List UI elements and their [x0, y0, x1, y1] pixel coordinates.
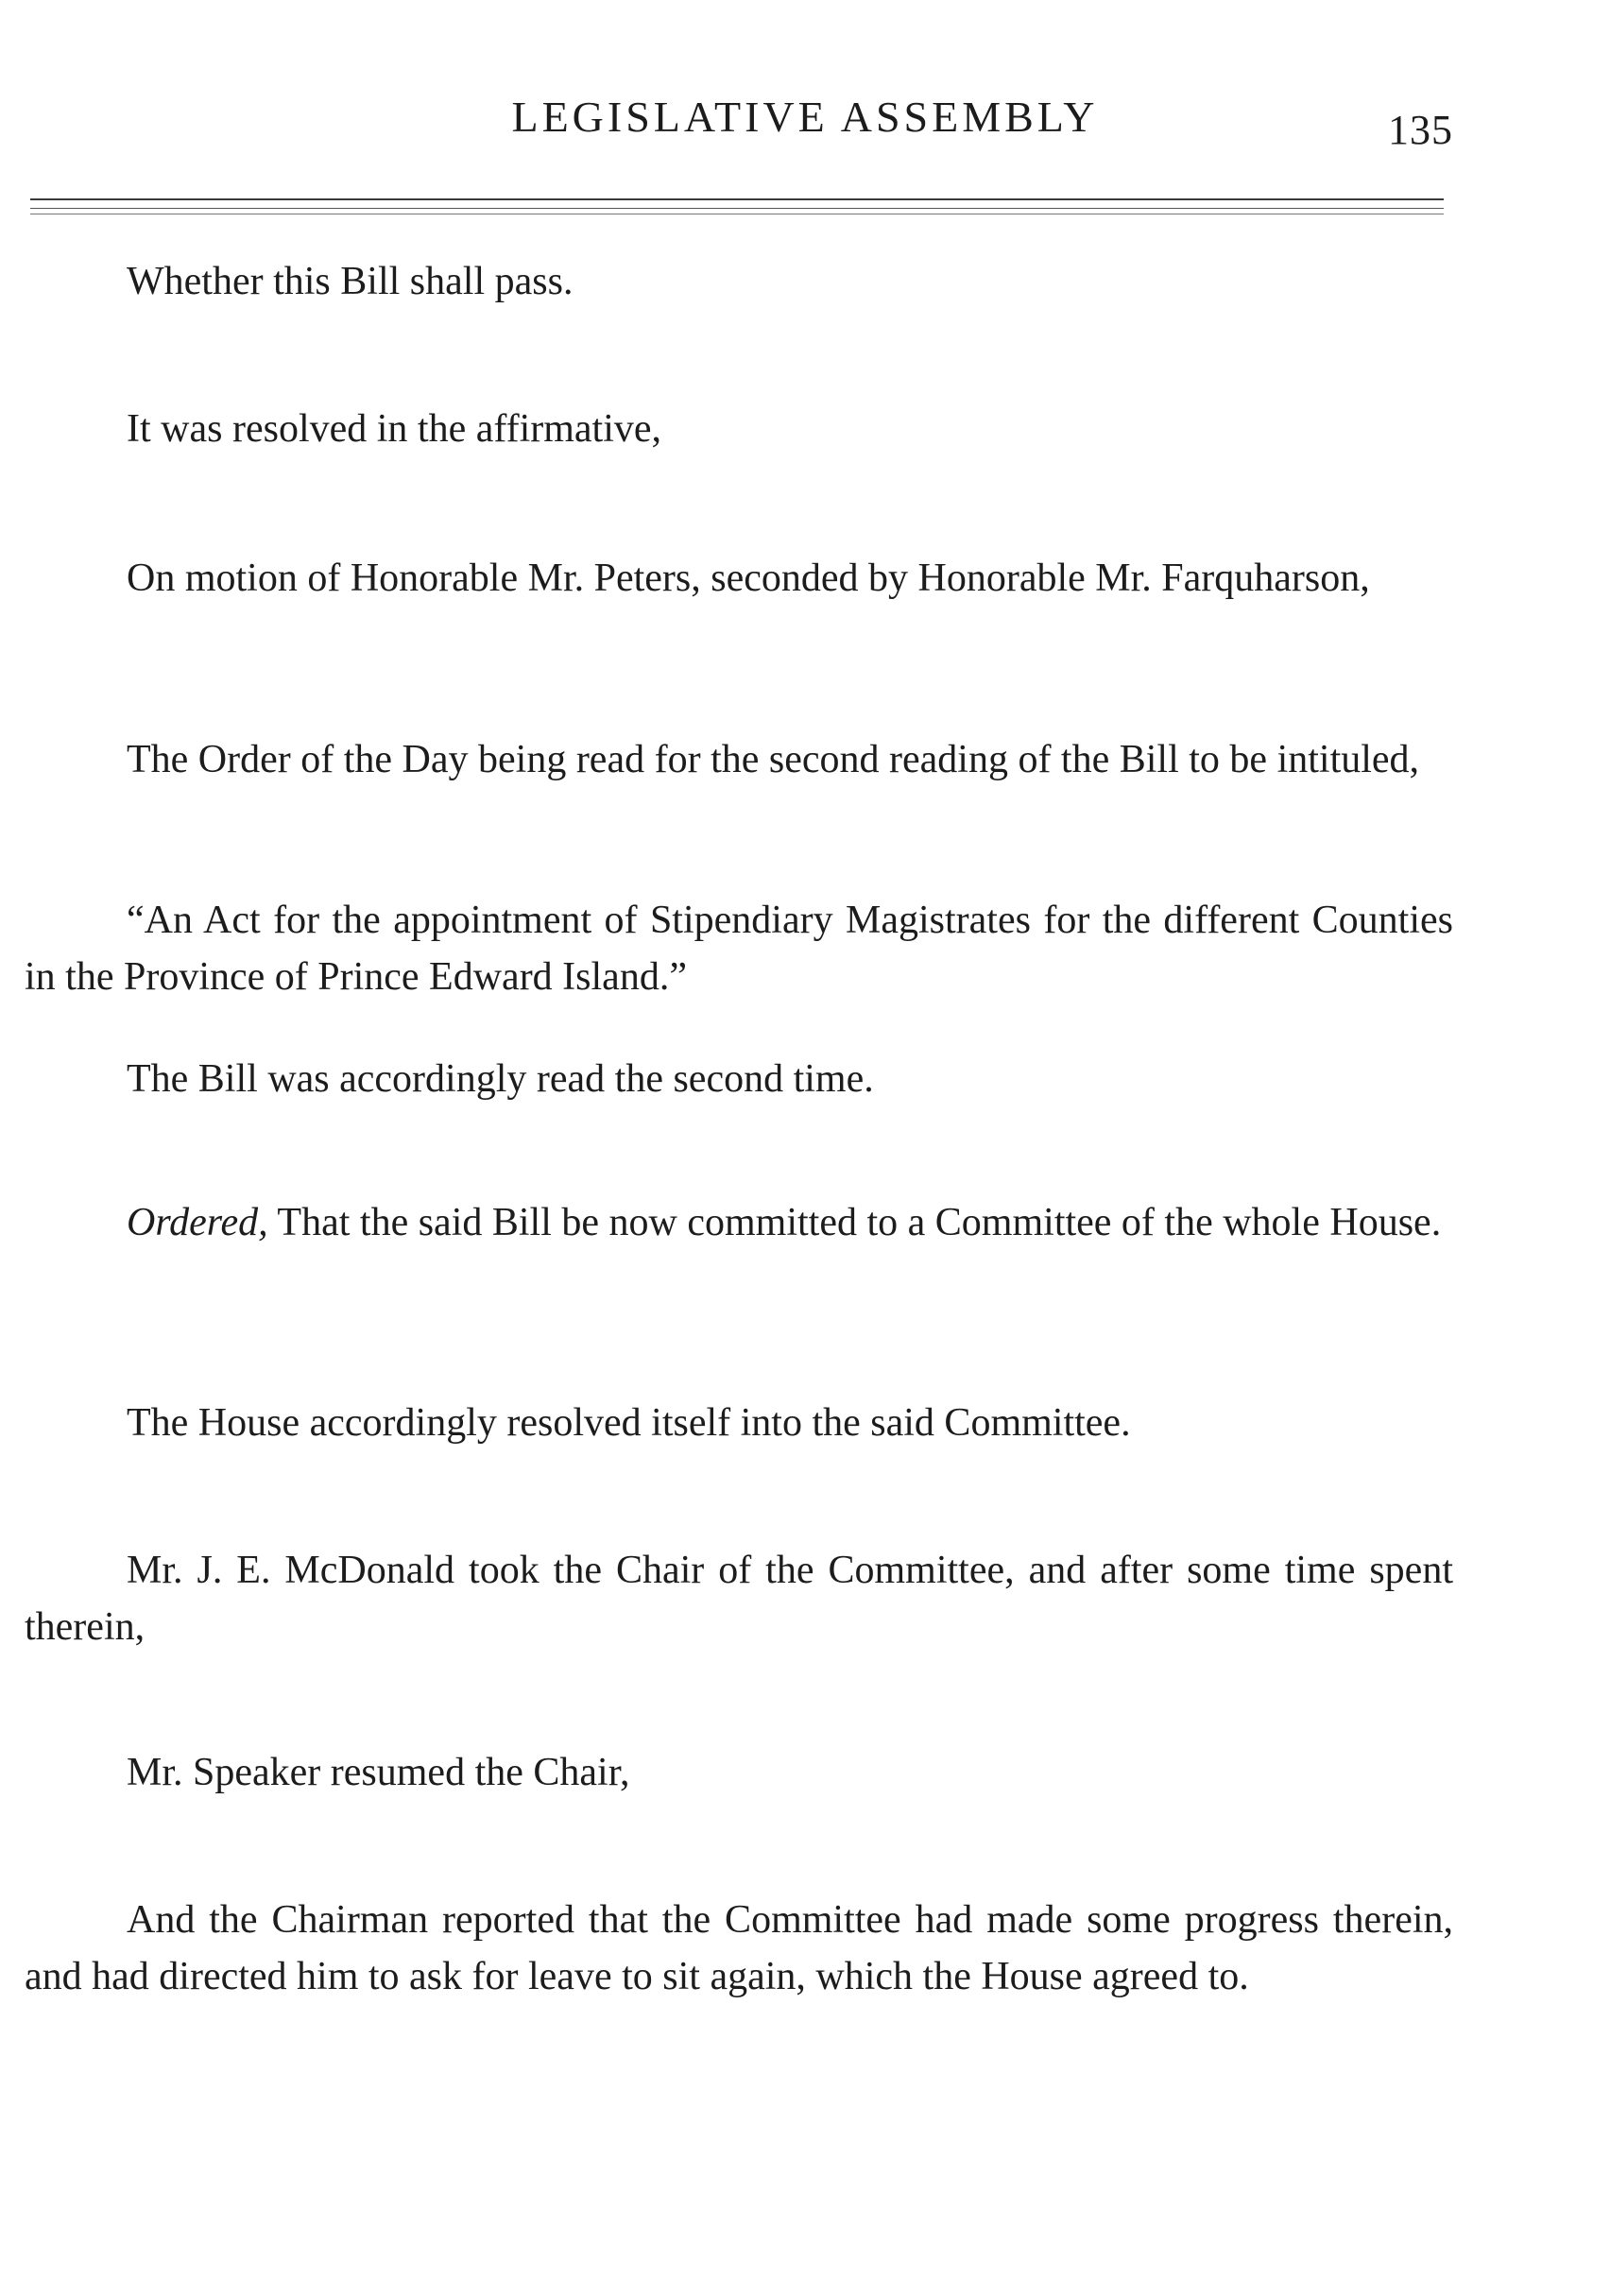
paragraph-motion: On motion of Honorable Mr. Peters, seconded by Honorable Mr. Farquharson,: [127, 557, 1370, 600]
page-number: 135: [1388, 107, 1453, 153]
running-header-title: LEGISLATIVE ASSEMBLY: [511, 93, 1099, 141]
paragraph-resolution: It was resolved in the affirmative,: [127, 407, 662, 451]
paragraph-ordered: [25, 1194, 1453, 1251]
ordered-text: That the said Bill be now committed to a Committee of the whole House.: [267, 1201, 1442, 1244]
paragraph-committee-resolved: The House accordingly resolved itself into the said Committee.: [127, 1401, 1131, 1445]
paragraph-question: Whether this Bill shall pass.: [127, 260, 574, 303]
paragraph-order-of-day: The Order of the Day being read for the second reading of the Bill to be intituled,: [127, 738, 1420, 781]
paragraph-speaker-resumed: Mr. Speaker resumed the Chair,: [127, 1751, 630, 1794]
header-rule: [30, 198, 1444, 200]
paragraph-chairman-report: And the Chairman reported that the Committee had made some progress therein, and had directed him to ask for leave to sit again, which the House agreed to.: [25, 1898, 1453, 1998]
header-rule: [30, 208, 1444, 209]
paragraph-chair-taken: Mr. J. E. McDonald took the Chair of the Committee, and after some time spent therein,: [25, 1549, 1453, 1649]
paragraph-bill-title: “An Act for the appointment of Stipendiary Magistrates for the different Counties in the Province of Prince Edward Island.”: [25, 899, 1453, 999]
paragraph-second-reading: The Bill was accordingly read the second time.: [127, 1057, 874, 1101]
ordered-lead: Ordered,: [127, 1201, 268, 1244]
